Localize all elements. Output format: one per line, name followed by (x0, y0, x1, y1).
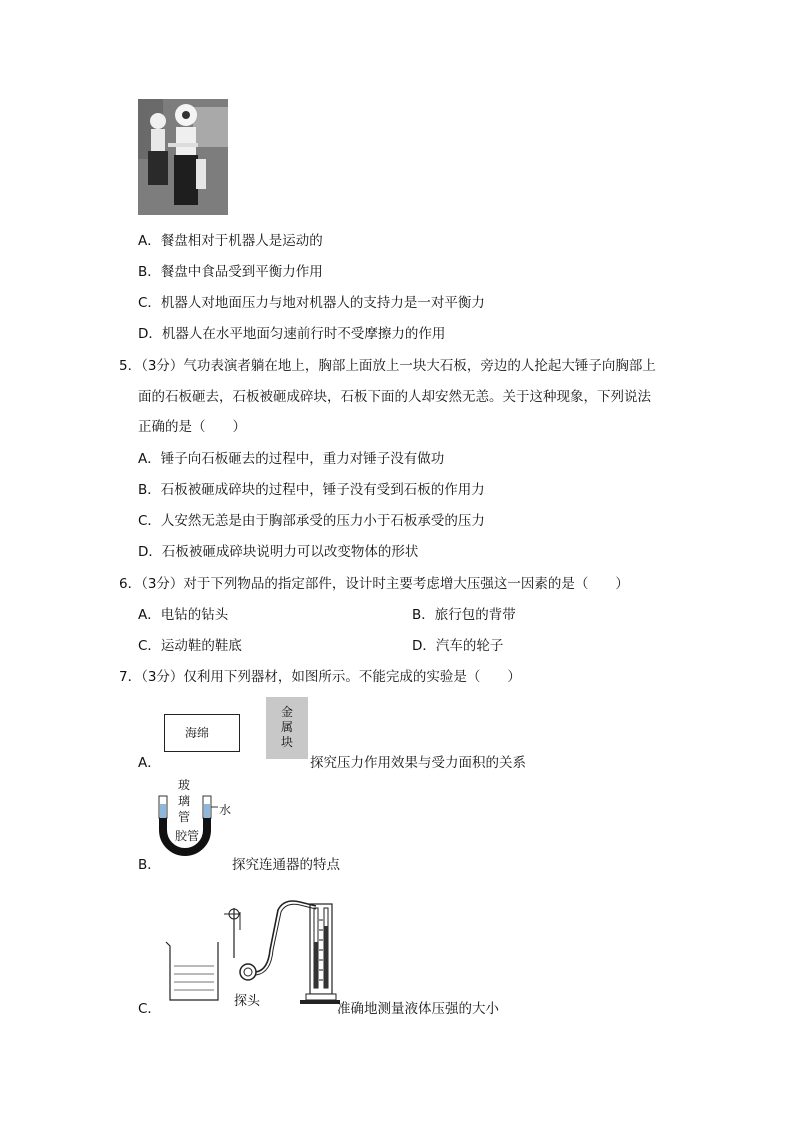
q6-stem: 6．（3分）对于下列物品的指定部件，设计时主要考虑增大压强这一因素的是（ ） (119, 576, 629, 592)
metal-block (266, 697, 308, 759)
q5-stem-line-1: 5．（3分）气功表演者躺在地上，胸部上面放上一块大石板，旁边的人抡起大锤子向胸部上 (119, 358, 656, 374)
metal-label-3: 块 (280, 735, 293, 749)
glass-label-3: 管 (177, 810, 190, 824)
metal-label-1: 金 (280, 705, 293, 719)
robot-photo (138, 99, 228, 215)
rubber-tube-label: 胶管 (175, 829, 200, 843)
q7-option-b-letter: B． (138, 857, 161, 873)
q7-option-b-text: 探究连通器的特点 (232, 857, 340, 873)
q7-option-c-letter: C． (138, 1001, 161, 1017)
q5-option-c: C．人安然无恙是由于胸部承受的压力小于石板承受的压力 (138, 513, 485, 529)
q5-option-b: B．石板被砸成碎块的过程中，锤子没有受到石板的作用力 (138, 482, 485, 498)
metal-label-2: 属 (280, 720, 293, 734)
q5-option-d: D．石板被砸成碎块说明力可以改变物体的形状 (138, 544, 419, 560)
q5-stem-line-2: 面的石板砸去，石板被砸成碎块，石板下面的人却安然无恙。关于这种现象，下列说法 (138, 389, 651, 405)
q6-option-d: D．汽车的轮子 (412, 638, 504, 654)
q6-option-b: B．旅行包的背带 (412, 607, 516, 623)
q5-option-a: A．锤子向石板砸去的过程中，重力对锤子没有做功 (138, 451, 445, 467)
sponge-block (164, 714, 240, 752)
q7-option-a-letter: A． (138, 755, 161, 771)
q6-option-a: A．电钻的钻头 (138, 607, 229, 623)
water-label: 水 (219, 803, 232, 817)
q4-option-b: B．餐盘中食品受到平衡力作用 (138, 264, 323, 280)
q7-option-c-text: 准确地测量液体压强的大小 (337, 1001, 499, 1017)
q5-stem-line-3: 正确的是（ ） (138, 419, 246, 435)
q7-stem: 7．（3分）仅利用下列器材，如图所示。不能完成的实验是（ ） (119, 669, 521, 685)
q4-option-d: D．机器人在水平地面匀速前行时不受摩擦力的作用 (138, 326, 446, 342)
q7-option-a-text: 探究压力作用效果与受力面积的关系 (310, 755, 526, 771)
glass-label-2: 璃 (177, 794, 190, 808)
q4-option-a: A．餐盘相对于机器人是运动的 (138, 233, 323, 249)
q6-option-c: C．运动鞋的鞋底 (138, 638, 242, 654)
sponge-label: 海绵 (185, 726, 210, 740)
probe-label: 探头 (234, 994, 261, 1009)
glass-label-1: 玻 (177, 778, 190, 792)
q4-option-c: C．机器人对地面压力与地对机器人的支持力是一对平衡力 (138, 295, 485, 311)
